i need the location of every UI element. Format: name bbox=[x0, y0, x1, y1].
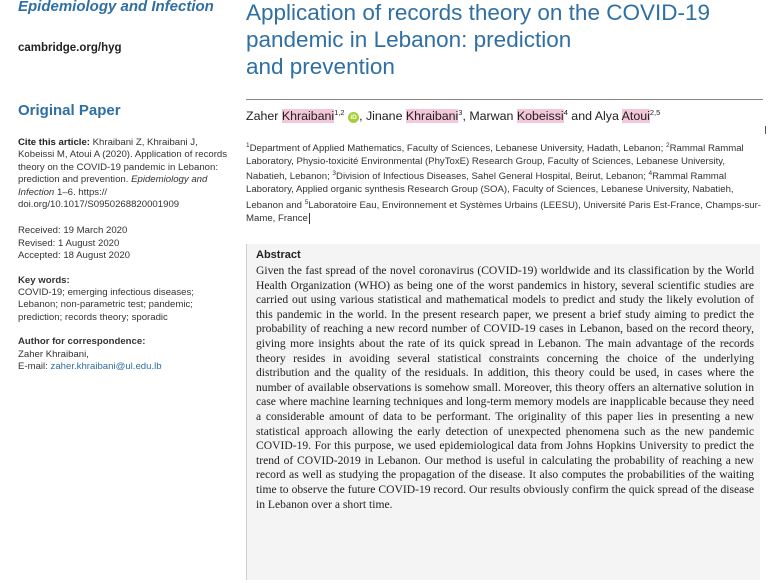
author-4-sup: 2,5 bbox=[649, 108, 661, 117]
margin-mark bbox=[765, 126, 766, 134]
aff-sup-5: 5 bbox=[304, 198, 309, 206]
author-3-first: , Marwan bbox=[462, 109, 517, 124]
author-4-last: Atoui bbox=[621, 109, 650, 124]
title-line-3: and prevention bbox=[246, 54, 395, 79]
aff-sup-3: 3 bbox=[332, 170, 337, 178]
received-date: Received: 19 March 2020 bbox=[18, 225, 128, 237]
sidebar bbox=[18, 0, 233, 374]
cite-label: Cite this article: bbox=[18, 137, 90, 148]
aff-4: Rammal Rammal Laboratory, Applied organic synthesis Research Group (SOA), Faculty of Sciences, Lebanese University, Nabatieh, Lebanon and bbox=[246, 171, 734, 211]
aff-5: Laboratoire Eau, Environnement et Systèmes Urbains (LEESU), Université Paris Est-France, Champs-sur-Mame, France bbox=[246, 199, 761, 224]
journal-name: Epidemiology and Infection bbox=[18, 0, 214, 15]
aff-2: Rammal Rammal Laboratory, Physio-toxicité Environmental (PhyToxE) Research Group, Faculty of Sciences, Lebanese University, Nabatieh, Lebanon; bbox=[246, 143, 744, 183]
aff-1: Department of Applied Mathematics, Faculty of Sciences, Lebanese University, Hadath, Lebanon; bbox=[249, 143, 666, 155]
author-3-last: Kobeissi bbox=[516, 109, 564, 124]
corr-name: Zaher Khraibani, bbox=[18, 348, 89, 360]
abstract-text: Given the fast spread of the novel coronavirus (COVID-19) worldwide and its classification by the World Health Organization (WHO) as being one of the worst pandemics in history, several scientific studies are carried out using various statistical and mathematical models to predict and study the likely evolution of this pandemic in the world. In the present research paper, we present a brief study aiming to predict the probability of reaching a new record number of COVID-19 cases in Lebanon, based on the record theory, giving more insights about the rate of its quick spread in Lebanon. The main advantage of the records theory resides in avoiding several statistical constraints concerning the choice of the underlying distribution and the quality of the residuals. In addition, this theory could be used, in cases where the number of available observations is somehow small. Moreover, this theory offers an alternative solution in case where machine learning techniques and long-term memory models are inapplicable because they need a considerable amount of data to be performant. The originality of this paper lies in presenting a new statistical approach allowing the early detection of unexpected phenomena such as the new pandemic COVID-19. For this purpose, we used epidemiological data from Johns Hopkins University to predict the trend of COVID-2019 in Lebanon. Our method is useful in calculating the probability of reaching a new record as well as studying the propagation of the disease. It also computes the probabilities of the waiting time to observe the future COVID-19 record. Our results obviously confirm the quick spread of the disease in Lebanon over a short time. bbox=[256, 264, 754, 511]
affiliations bbox=[246, 140, 766, 225]
aff-3: Division of Infectious Diseases, Sahel General Hospital, Beirut, Lebanon; bbox=[336, 171, 649, 183]
divider bbox=[246, 99, 763, 100]
author-1-sup: 1,2 bbox=[334, 108, 345, 117]
article-title bbox=[246, 0, 761, 80]
author-4-first: and Alya bbox=[567, 109, 622, 124]
cite-text: Khraibani Z, Khraibani J, Kobeissi M, Atoui A (2020). Application of records theory on the COVID-19 pandemic in Lebanon: prediction and prevention. bbox=[18, 137, 228, 186]
orcid-icon[interactable]: iD bbox=[348, 112, 359, 123]
article-header bbox=[246, 0, 761, 224]
title-line-2: pandemic in Lebanon: prediction bbox=[246, 27, 572, 52]
author-1-first: Zaher bbox=[246, 109, 282, 124]
author-2-sup: 3 bbox=[458, 108, 463, 117]
author-list bbox=[246, 108, 660, 123]
corr-label: Author for correspondence: bbox=[18, 336, 146, 348]
aff-sup-1: 1 bbox=[246, 142, 250, 149]
cite-doi[interactable]: doi.org/10.1017/S0950268820001909 bbox=[18, 199, 180, 211]
email-line bbox=[18, 361, 162, 372]
author-2-last: Khraibani bbox=[405, 109, 459, 124]
dates bbox=[18, 225, 233, 262]
keywords-text: COVID-19; emerging infectious diseases; Lebanon; non-parametric test; pandemic; prediction; records theory; sporadic bbox=[18, 287, 194, 323]
email-label: E-mail: bbox=[18, 361, 51, 373]
aff-sup-4: 4 bbox=[648, 170, 653, 178]
author-1-last: Khraibani bbox=[281, 109, 335, 124]
keywords bbox=[18, 275, 233, 325]
title-line-1: Application of records theory on the COVID-19 bbox=[246, 0, 710, 25]
revised-date: Revised: 1 August 2020 bbox=[18, 237, 120, 249]
author-3-sup: 4 bbox=[563, 108, 568, 117]
journal-site[interactable]: cambridge.org/hyg bbox=[18, 42, 122, 54]
keywords-label: Key words: bbox=[18, 274, 70, 286]
cite-pages: 1–6. https:// bbox=[56, 186, 108, 198]
aff-sup-2: 2 bbox=[665, 142, 670, 149]
email-link[interactable]: zaher.khraibani@ul.edu.lb bbox=[50, 361, 162, 373]
abstract-heading: Abstract bbox=[256, 249, 301, 261]
correspondence bbox=[18, 336, 233, 373]
text-cursor bbox=[309, 213, 310, 224]
author-2-first: , Jinane bbox=[359, 109, 406, 124]
abstract-box bbox=[246, 244, 760, 580]
citation bbox=[18, 137, 233, 211]
accepted-date: Accepted: 18 August 2020 bbox=[18, 250, 131, 262]
article-type: Original Paper bbox=[18, 102, 121, 119]
cite-journal: Epidemiology and Infection bbox=[18, 174, 208, 198]
